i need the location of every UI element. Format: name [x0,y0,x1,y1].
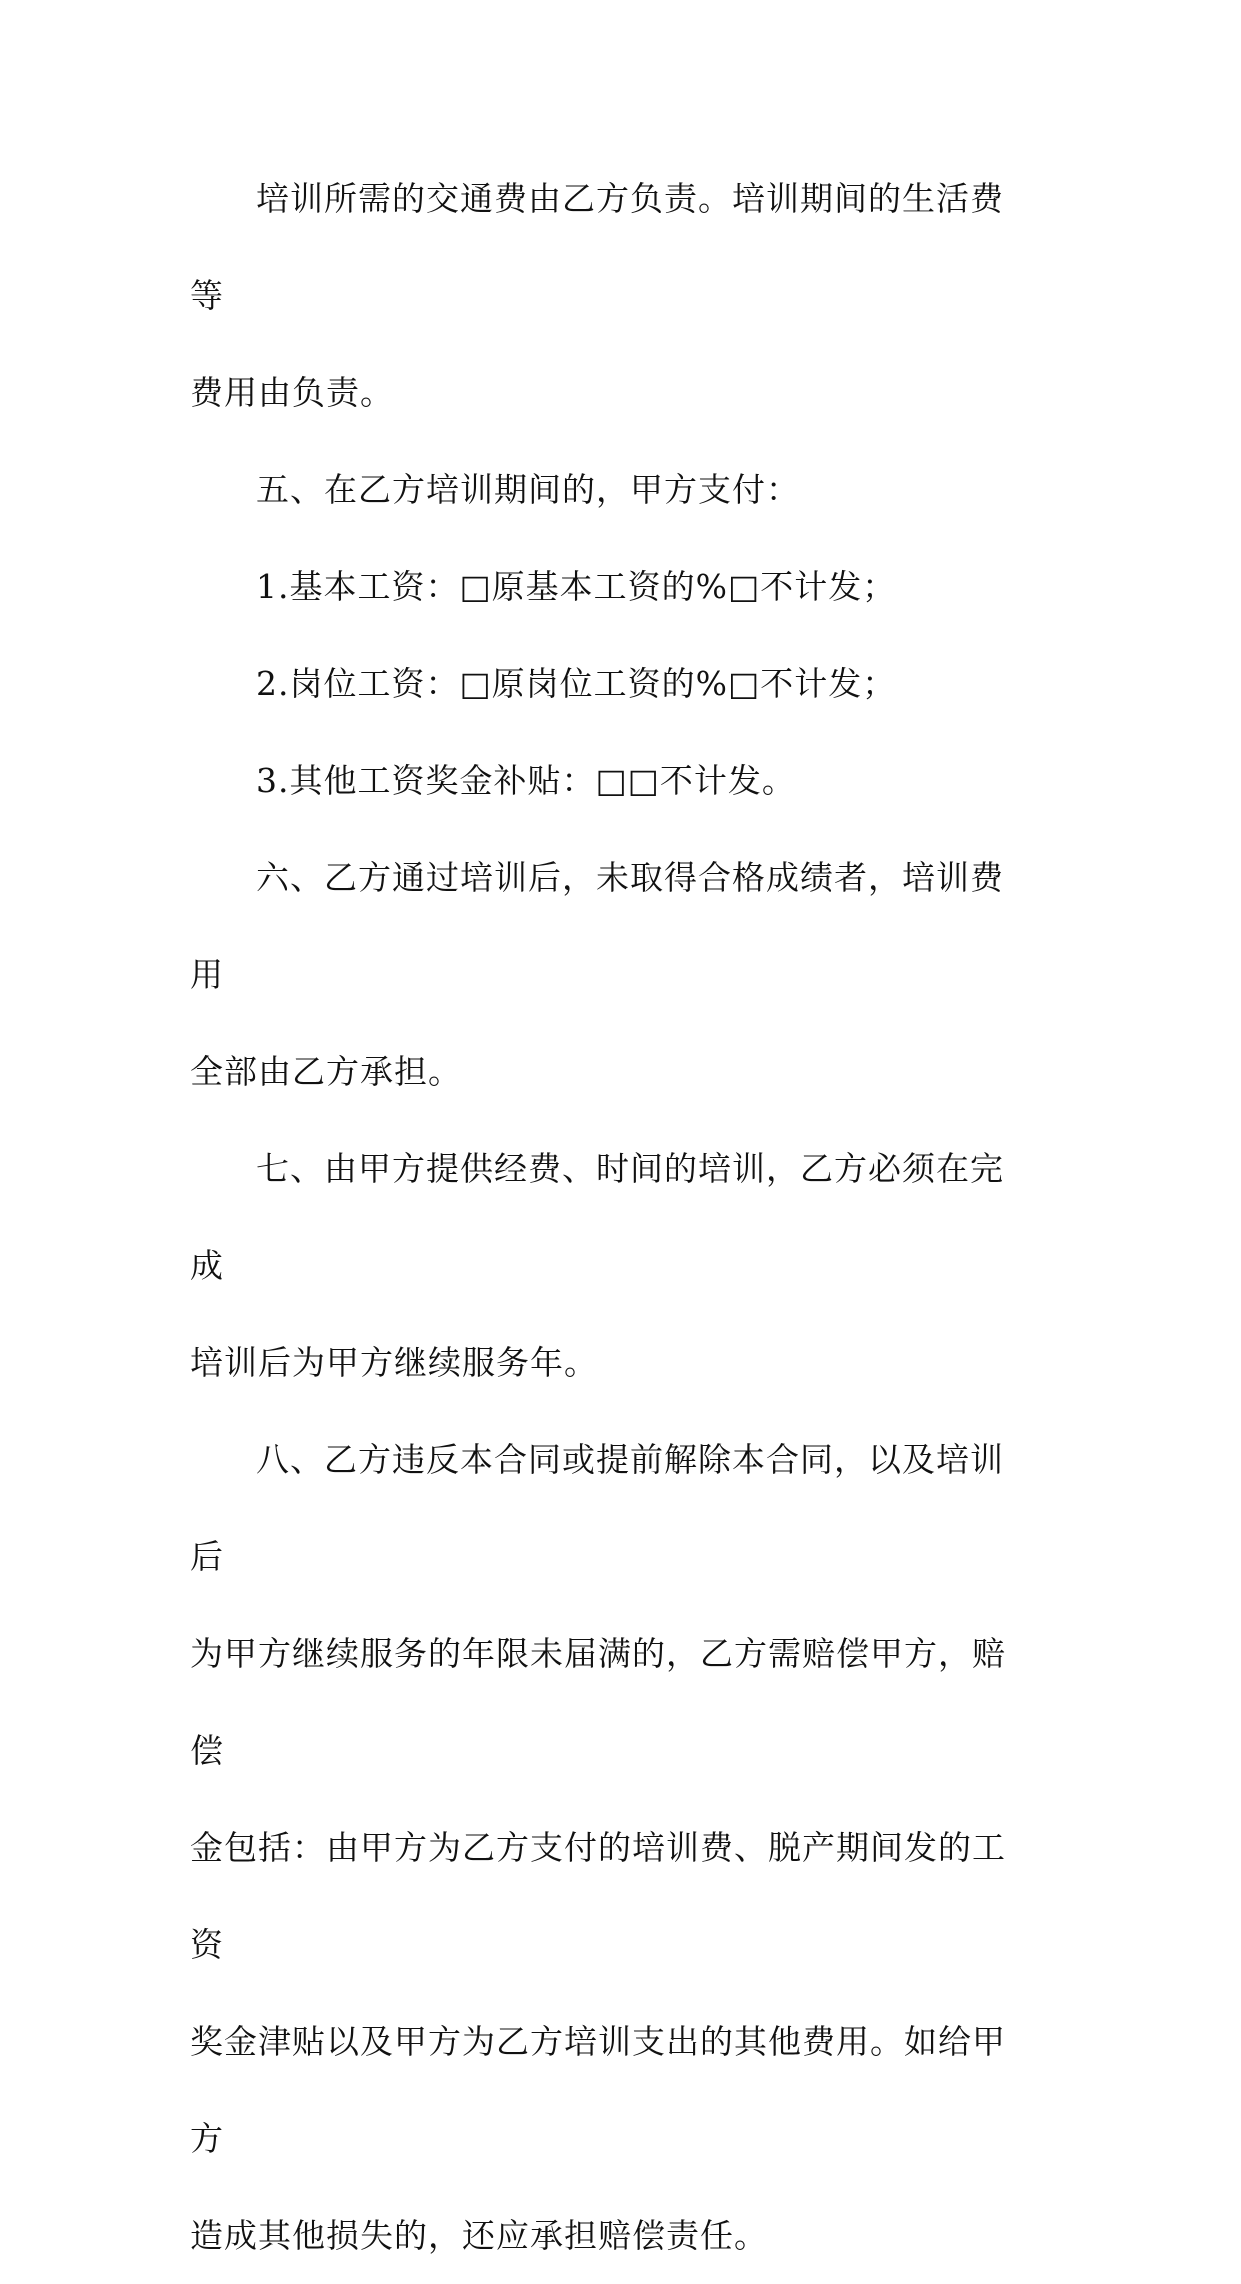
paragraph-line: 培训后为甲方继续服务年。 [190,1343,598,1382]
paragraph-line: 费用由负责。 [190,373,394,412]
paragraph-line: 3.其他工资奖金补贴：□□不计发。 [256,761,796,800]
paragraph-line: 八、乙方违反本合同或提前解除本合同，以及培训后 [190,1440,1004,1576]
paragraph-line: 奖金津贴以及甲方为乙方培训支出的其他费用。如给甲方 [190,2022,1006,2158]
paragraph-line: 1.基本工资：□原基本工资的%□不计发； [256,567,897,606]
paragraph-line: 全部由乙方承担。 [190,1052,462,1091]
paragraph-line: 七、由甲方提供经费、时间的培训，乙方必须在完成 [190,1149,1004,1285]
paragraph-line: 培训所需的交通费由乙方负责。培训期间的生活费等 [190,179,1004,315]
document-body [190,150,1030,2284]
paragraph-line: 六、乙方通过培训后，未取得合格成绩者，培训费用 [190,858,1004,994]
paragraph-line: 2.岗位工资：□原岗位工资的%□不计发； [256,664,897,703]
paragraph-line: 五、在乙方培训期间的，甲方支付： [256,470,800,509]
paragraph-line: 造成其他损失的，还应承担赔偿责任。 [190,2216,768,2255]
paragraph-line: 为甲方继续服务的年限未届满的，乙方需赔偿甲方，赔偿 [190,1634,1006,1770]
paragraph-line: 金包括：由甲方为乙方支付的培训费、脱产期间发的工资 [190,1828,1006,1964]
